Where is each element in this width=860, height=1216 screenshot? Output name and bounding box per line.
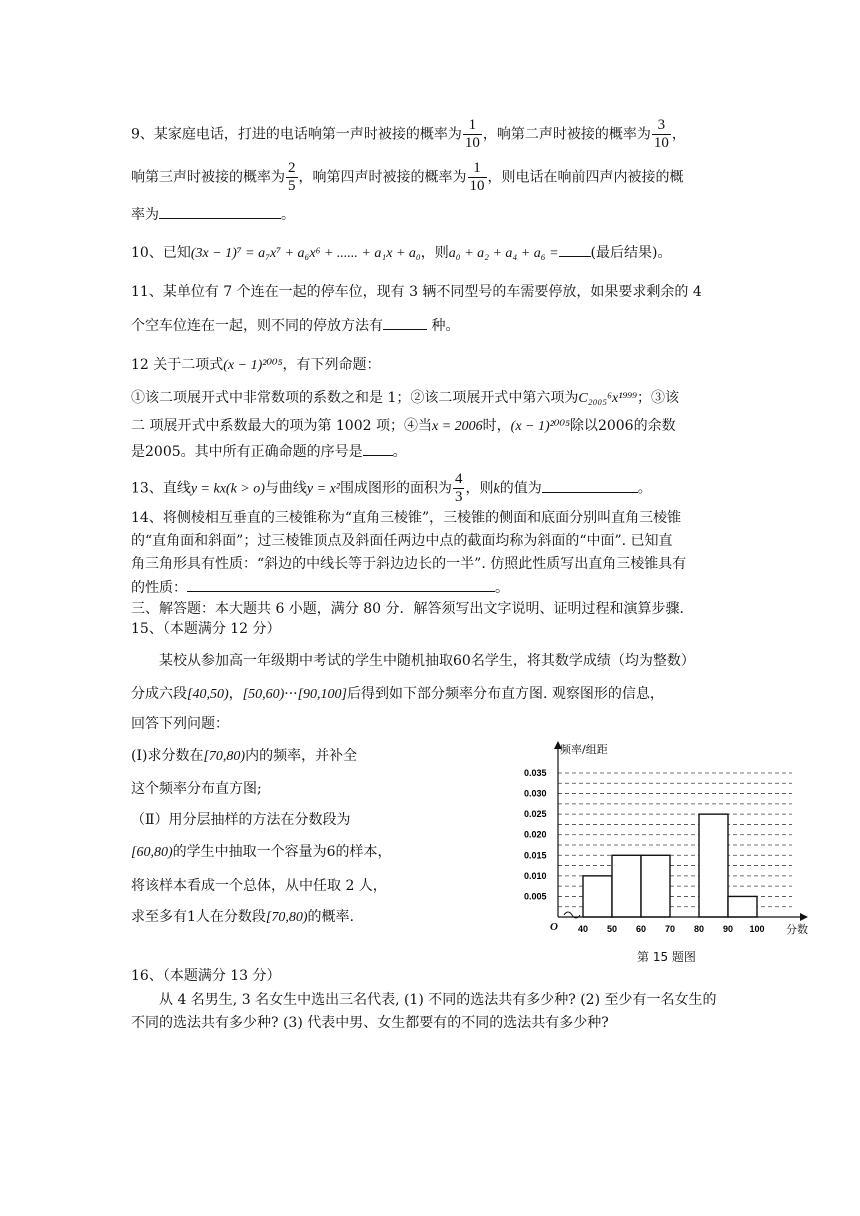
q10-expression: (3x − 1)⁷ = a₇x⁷ + a₆x⁶ + ...... + a₁x + a₀: [190, 246, 421, 261]
x-tick-label: 60: [635, 924, 647, 934]
y-tick-label: 0.010: [524, 870, 547, 881]
x-tick-label: 40: [577, 924, 589, 934]
answer-blank[interactable]: [159, 204, 281, 219]
q16-line-2: 不同的选法共有多少种? (3) 代表中男、女生都要有的不同的选法共有多少种?: [131, 1015, 609, 1031]
histogram-bar: [641, 855, 670, 917]
histogram-svg: [524, 737, 812, 942]
q10-sum-expression: a₀ + a₂ + a₄ + a₆ =: [448, 246, 559, 261]
q12-line-3: 二 项展开式中系数最大的项为第 1002 项；④当x = 2006时，(x − 1)²⁰⁰⁵除以2006的余数: [131, 418, 676, 434]
q9-fraction-3: $\frac{2}{5}$: [288, 160, 296, 194]
q13-fraction: $\frac{4}{3}$: [454, 471, 463, 505]
x-tick-label: 70: [664, 924, 676, 934]
x-tick-label: 100: [749, 924, 765, 934]
q16-line-1: 从 4 名男生, 3 名女生中选出三名代表, (1) 不同的选法共有多少种? (2) 至少有一名女生的: [159, 992, 717, 1008]
q15-part2-line-2: [60,80)的学生中抽取一个容量为6的样本，: [131, 844, 392, 860]
q15-intro-1: 某校从参加高一年级期中考试的学生中随机抽取60名学生，将其数学成绩（均为整数）: [159, 653, 695, 669]
q15-intro-3: 回答下列问题：: [131, 716, 229, 732]
histogram-bar: [583, 876, 612, 917]
answer-blank[interactable]: [187, 577, 495, 592]
q15-part1-line-2: 这个频率分布直方图;: [131, 781, 262, 797]
histogram-bar: [612, 855, 641, 917]
q9-fraction-2: $\frac{3}{10}$: [653, 117, 669, 151]
q16-header: 16、（本题满分 13 分）: [131, 968, 281, 984]
answer-blank[interactable]: [542, 478, 638, 493]
q12-line-1: 12 关于二项式(x − 1)²⁰⁰⁵，有下列命题：: [131, 357, 381, 373]
q12-line-2: ①该二项展开式中非常数项的系数之和是 1；②该二项展开式中第六项为C₂₀₀₅⁶x¹⁹⁹⁹；③该: [131, 390, 680, 406]
q9-text: 9、某家庭电话，打进的电话响第一声时被接的概率为: [131, 126, 462, 143]
answer-blank[interactable]: [383, 315, 427, 330]
y-tick-label: 0.020: [524, 829, 547, 840]
q15-intro-2: 分成六段[40,50)，[50,60)···[90,100]后得到如下部分频率分布直方图. 观察图形的信息，: [131, 686, 664, 702]
q9-line-2: 响第三声时被接的概率为 $\frac{2}{5}$ ，响第四声时被接的概率为 $\frac{1}{10}$ ，则电话在响前四声内被接的概: [131, 160, 684, 194]
x-axis-arrow-icon: [800, 913, 808, 921]
q11-line-1: 11、某单位有 7 个连在一起的停车位，现有 3 辆不同型号的车需要停放，如果要求剩余的 4: [131, 284, 702, 300]
q15-part1-line-1: (Ⅰ)求分数在[70,80)内的频率，并补全: [131, 748, 358, 764]
q14-line-2: 的“直角面和斜面”；过三棱锥顶点及斜面任两边中点的截面均称为斜面的“中面”. 已知直: [131, 533, 673, 549]
y-tick-label: 0.025: [524, 809, 547, 820]
q9-fraction-4: $\frac{1}{10}$: [469, 160, 485, 194]
x-tick-label: 80: [693, 924, 705, 934]
q9-line-1: 9、某家庭电话，打进的电话响第一声时被接的概率为 $\frac{1}{10}$ ，响第二声时被接的概率为 $\frac{3}{10}$ ，: [131, 117, 686, 151]
y-tick-label: 0.035: [524, 768, 547, 778]
q15-part2-line-3: 将该样本看成一个总体，从中任取 2 人，: [131, 878, 387, 894]
q13-line: 13、直线y = kx(k > o)与曲线y = x²围成图形的面积为 $\frac{4}{3}$ ，则k的值为 。: [131, 471, 652, 505]
y-axis-label: 频率/组距: [560, 743, 608, 756]
q14-line-1: 14、将侧棱相互垂直的三棱锥称为“直角三棱锥”，三棱锥的侧面和底面分别叫直角三棱锥: [131, 510, 682, 526]
x-tick-label: 90: [722, 924, 734, 934]
q14-line-4: 的性质： 。: [131, 577, 509, 598]
x-axis-label: 分数: [786, 923, 808, 936]
q12-line-4: 是2005。其中所有正确命题的序号是 。: [131, 441, 407, 462]
q10-line: 10、已知(3x − 1)⁷ = a₇x⁷ + a₆x⁶ + ...... + a₁x + a₀，则a₀ + a₂ + a₄ + a₆ = (最后结果)。: [131, 242, 671, 264]
answer-blank[interactable]: [559, 242, 591, 257]
frequency-histogram: [524, 737, 812, 967]
q15-part2-line-4: 求至多有1人在分数段[70,80)的概率.: [131, 909, 354, 925]
answer-blank[interactable]: [363, 441, 393, 456]
section-heading: 三、解答题：本大题共 6 小题，满分 80 分．解答须写出文字说明、证明过程和演算步骤．: [131, 601, 694, 617]
y-tick-label: 0.030: [524, 788, 547, 799]
y-tick-label: 0.005: [524, 891, 547, 902]
histogram-bar: [699, 814, 728, 917]
origin-label: O: [550, 921, 558, 933]
q11-line-2: 个空车位连在一起，则不同的停放方法有 种。: [131, 315, 459, 336]
figure-caption: 第 15 题图: [637, 950, 696, 964]
q9-line-3: 率为 。: [131, 204, 295, 225]
q15-header: 15、（本题满分 12 分）: [131, 621, 281, 637]
q9-fraction-1: $\frac{1}{10}$: [464, 117, 480, 151]
x-tick-label: 50: [606, 924, 618, 934]
q14-line-3: 角三角形具有性质：“斜边的中线长等于斜边边长的一半”. 仿照此性质写出直角三棱锥具有: [131, 556, 687, 572]
q15-part2-line-1: （Ⅱ）用分层抽样的方法在分数段为: [131, 812, 351, 828]
histogram-bar: [728, 896, 757, 917]
y-tick-label: 0.015: [524, 850, 547, 861]
